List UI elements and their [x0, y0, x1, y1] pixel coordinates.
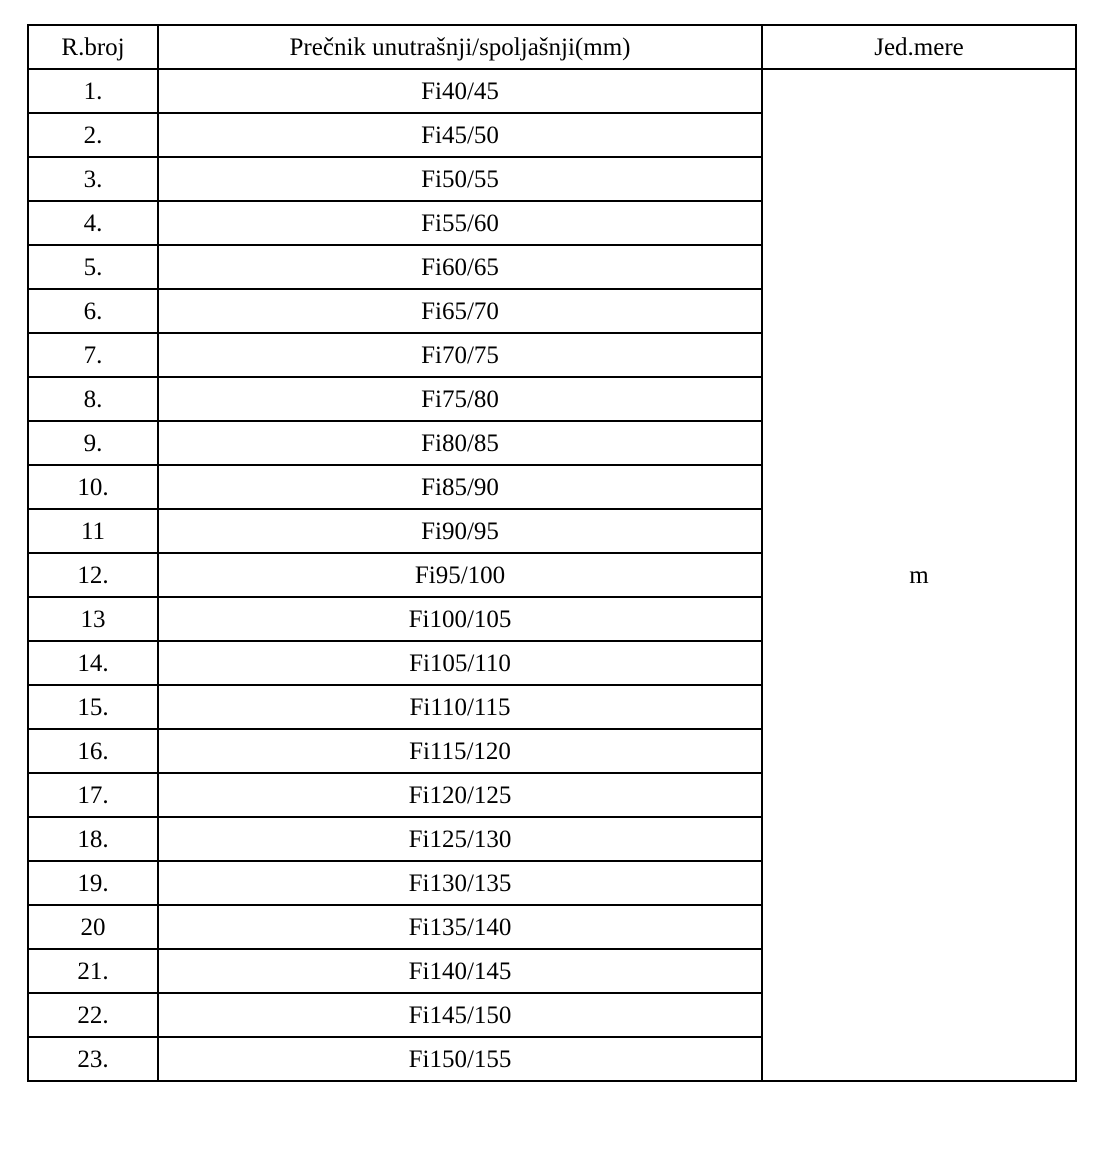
diameter-cell: Fi110/115 — [158, 685, 762, 729]
diameter-cell: Fi150/155 — [158, 1037, 762, 1081]
diameter-cell: Fi80/85 — [158, 421, 762, 465]
row-number-cell: 14. — [28, 641, 158, 685]
diameter-cell: Fi60/65 — [158, 245, 762, 289]
table-body — [28, 69, 1076, 1081]
row-number-cell: 12. — [28, 553, 158, 597]
row-number-cell: 15. — [28, 685, 158, 729]
row-number-cell: 1. — [28, 69, 158, 113]
diameter-cell: Fi145/150 — [158, 993, 762, 1037]
row-number-cell: 5. — [28, 245, 158, 289]
diameter-cell: Fi65/70 — [158, 289, 762, 333]
table-header-row — [28, 25, 1076, 69]
diameter-cell: Fi70/75 — [158, 333, 762, 377]
row-number-cell: 21. — [28, 949, 158, 993]
row-number-cell: 6. — [28, 289, 158, 333]
row-number-cell: 10. — [28, 465, 158, 509]
diameter-cell: Fi135/140 — [158, 905, 762, 949]
diameter-cell: Fi90/95 — [158, 509, 762, 553]
row-number-cell: 23. — [28, 1037, 158, 1081]
diameter-cell: Fi95/100 — [158, 553, 762, 597]
diameter-cell: Fi120/125 — [158, 773, 762, 817]
row-number-cell: 22. — [28, 993, 158, 1037]
diameter-cell: Fi75/80 — [158, 377, 762, 421]
header-row-number: R.broj — [28, 25, 158, 69]
row-number-cell: 20 — [28, 905, 158, 949]
row-number-cell: 2. — [28, 113, 158, 157]
row-number-cell: 4. — [28, 201, 158, 245]
row-number-cell: 8. — [28, 377, 158, 421]
diameter-cell: Fi100/105 — [158, 597, 762, 641]
pipe-diameter-table — [27, 24, 1077, 1082]
diameter-cell: Fi125/130 — [158, 817, 762, 861]
diameter-cell: Fi115/120 — [158, 729, 762, 773]
row-number-cell: 16. — [28, 729, 158, 773]
unit-cell: m — [762, 69, 1076, 1081]
row-number-cell: 9. — [28, 421, 158, 465]
row-number-cell: 19. — [28, 861, 158, 905]
diameter-cell: Fi130/135 — [158, 861, 762, 905]
row-number-cell: 18. — [28, 817, 158, 861]
table-row — [28, 69, 1076, 113]
diameter-cell: Fi40/45 — [158, 69, 762, 113]
header-unit: Jed.mere — [762, 25, 1076, 69]
header-diameter: Prečnik unutrašnji/spoljašnji(mm) — [158, 25, 762, 69]
row-number-cell: 3. — [28, 157, 158, 201]
diameter-cell: Fi55/60 — [158, 201, 762, 245]
diameter-cell: Fi140/145 — [158, 949, 762, 993]
row-number-cell: 13 — [28, 597, 158, 641]
diameter-cell: Fi50/55 — [158, 157, 762, 201]
row-number-cell: 11 — [28, 509, 158, 553]
row-number-cell: 7. — [28, 333, 158, 377]
diameter-cell: Fi85/90 — [158, 465, 762, 509]
row-number-cell: 17. — [28, 773, 158, 817]
diameter-cell: Fi105/110 — [158, 641, 762, 685]
diameter-cell: Fi45/50 — [158, 113, 762, 157]
